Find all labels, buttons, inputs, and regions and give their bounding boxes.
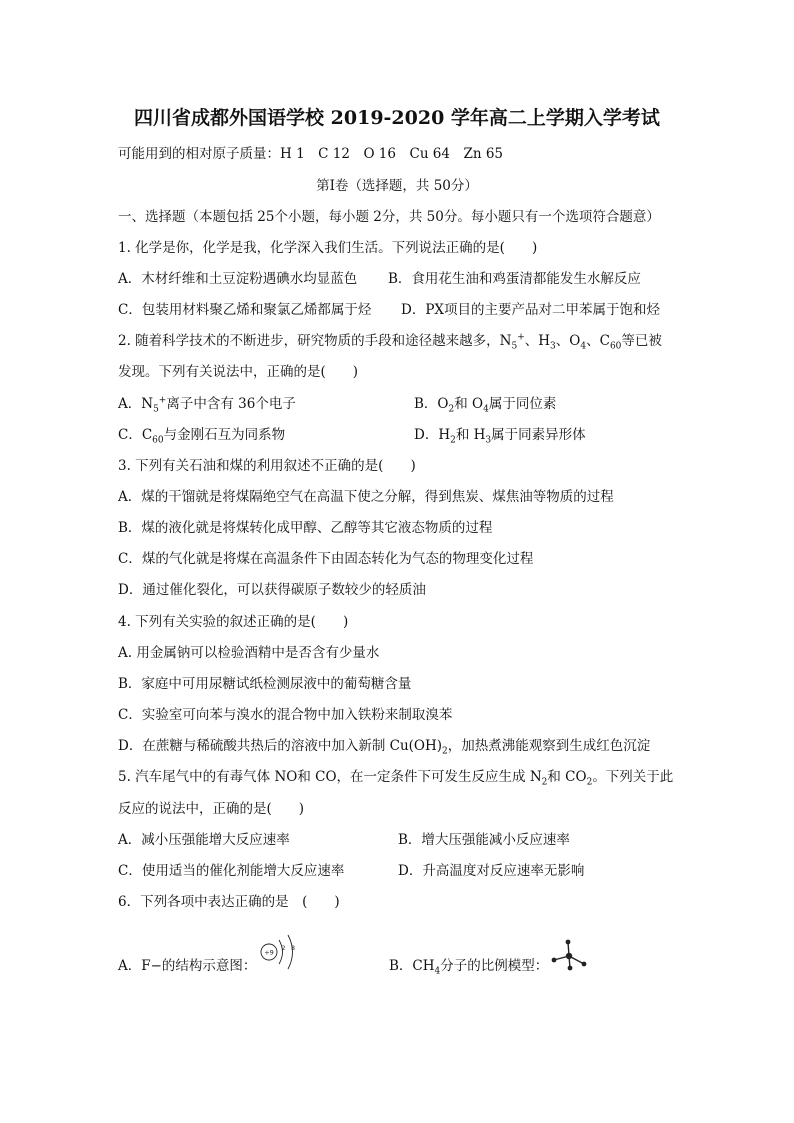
q2-d-text-3: 属于同素异形体 (491, 427, 586, 443)
q3-option-d: D．通过催化裂化，可以获得碳原子数较少的轻质油 (118, 582, 426, 598)
q2-c60-subscript: 60 (609, 341, 622, 352)
q6-b-subscript: 4 (434, 966, 441, 977)
q6-b-text-1: B．CH (389, 958, 435, 974)
q3-stem: 3. 下列有关石油和煤的利用叙述不正确的是( ) (118, 458, 416, 474)
q2-n5-superscript: + (517, 332, 525, 343)
q2-option-d (414, 425, 586, 445)
q2-stem-text-5: 等已被 (621, 333, 662, 349)
q4-stem: 4. 下列有关实验的叙述正确的是( ) (118, 614, 349, 630)
q2-c-text-1: C．C (118, 427, 153, 443)
atomic-mass-line: 可能用到的相对原子质量：H 1 C 12 O 16 Cu 64 Zn 65 (118, 146, 504, 162)
q2-b-subscript-1: 2 (448, 404, 455, 415)
q2-d-text-2: 和 H (455, 427, 486, 443)
q5-stem-line2: 反应的说法中，正确的是( ) (118, 801, 305, 817)
electron-shell-2-arc (288, 935, 293, 969)
q5-n2-subscript: 2 (541, 777, 548, 788)
q2-n5-subscript: 5 (511, 341, 518, 352)
q3-option-a: A．煤的干馏就是将煤隔绝空气在高温下使之分解，得到焦炭、煤焦油等物质的过程 (118, 489, 614, 505)
q5-option-b: B．增大压强能减小反应速率 (398, 832, 570, 848)
q5-stem-text-1: 5. 汽车尾气中的有毒气体 NO和 CO，在一定条件下可发生反应生成 N (118, 769, 542, 785)
q1-option-a: A．木材纤维和土豆淀粉遇碘水均显蓝色 (118, 271, 358, 287)
q1-option-c: C．包装用材料聚乙烯和聚氯乙烯都属于烃 (118, 302, 372, 318)
q2-c-subscript: 60 (152, 435, 164, 446)
q2-o4-subscript: 4 (580, 341, 587, 352)
q5-option-a: A．减小压强能增大反应速率 (118, 832, 290, 848)
nucleus-charge-label: +9 (264, 948, 274, 957)
q2-d-subscript-1: 2 (450, 435, 456, 446)
q2-d-subscript-2: 3 (485, 435, 492, 446)
q2-stem-line2: 发现。下列有关说法中，正确的是( ) (118, 364, 359, 380)
q4-option-c: C．实验室可向苯与溴水的混合物中加入铁粉来制取溴苯 (118, 707, 453, 723)
q2-a-text-1: A．N (118, 396, 154, 412)
methane-model-diagram (550, 938, 590, 972)
q5-option-c: C．使用适当的催化剂能增大反应速率 (118, 863, 345, 879)
q5-stem-text-3: 。下列关于此 (592, 769, 674, 785)
q6-option-b (389, 956, 548, 976)
section-intro: 一、选择题（本题包括 25个小题，每小题 2分，共 50分。每小题只有一个选项符合题意） (118, 209, 660, 225)
q2-b-text-3: 属于同位素 (488, 396, 557, 412)
q3-option-b: B．煤的液化就是将煤转化成甲醇、乙醇等其它液态物质的过程 (118, 520, 493, 536)
q2-b-text-1: B．O (414, 396, 449, 412)
q4-option-b: B．家庭中可用尿糖试纸检测尿液中的葡萄糖含量 (118, 676, 412, 692)
hydrogen-atom-1 (566, 940, 571, 945)
shell-2-electron-count: 8 (291, 945, 295, 952)
q2-a-superscript: + (158, 395, 167, 406)
q1-option-b: B．食用花生油和鸡蛋清都能发生水解反应 (388, 271, 641, 287)
q6-stem: 6．下列各项中表达正确的是 ( ) (118, 894, 340, 910)
q2-stem-text-4: 、C (586, 333, 610, 349)
page-title: 四川省成都外国语学校 2019-2020 学年高二上学期入学考试 (134, 107, 660, 129)
q2-a-subscript: 5 (153, 404, 159, 415)
q2-stem-text-1: 2. 随着科学技术的不断进步，研究物质的手段和途径越来越多，N (118, 333, 512, 349)
q2-option-a (118, 394, 296, 414)
q6-b-text-2: 分子的比例模型： (440, 958, 549, 974)
q4-d-text-2: ，加热煮沸能观察到生成红色沉淀 (447, 738, 651, 754)
q5-option-d: D．升高温度对反应速率无影响 (398, 863, 585, 879)
q2-a-text-2: 离子中含有 36个电子 (166, 396, 296, 412)
q6-option-a: A．F−的结构示意图： (118, 958, 257, 974)
hydrogen-atom-3 (582, 962, 587, 967)
shell-1-electron-count: 2 (281, 945, 286, 952)
q3-option-c: C．煤的气化就是将煤在高温条件下由固态转化为气态的物理变化过程 (118, 551, 534, 567)
electron-shell-1-arc (279, 940, 283, 964)
q1-stem: 1. 化学是你，化学是我，化学深入我们生活。下列说法正确的是( ) (118, 240, 538, 256)
q2-stem-text-2: 、H (524, 333, 551, 349)
q2-h3-subscript: 3 (550, 341, 556, 352)
q2-c-text-2: 与金刚石互为同系物 (163, 427, 286, 443)
q4-option-a: A. 用金属钠可以检验酒精中是否含有少量水 (118, 645, 380, 661)
q2-d-text-1: D．H (414, 427, 451, 443)
q5-stem (118, 767, 673, 787)
hydrogen-atom-4 (568, 966, 573, 971)
q2-option-c (118, 425, 285, 445)
q2-b-text-2: 和 O (454, 396, 484, 412)
q2-option-b (414, 394, 556, 414)
q2-stem-text-3: 、O (555, 333, 581, 349)
q2-b-subscript-2: 4 (483, 404, 489, 415)
carbon-atom (566, 953, 572, 959)
q2-stem (118, 331, 662, 351)
fluoride-ion-structure-diagram (258, 931, 302, 973)
hydrogen-atom-2 (552, 958, 557, 963)
q4-option-d (118, 736, 650, 756)
q4-d-subscript: 2 (442, 746, 448, 757)
q5-stem-text-2: 和 CO (547, 769, 587, 785)
q5-co2-subscript: 2 (586, 777, 593, 788)
q4-d-text-1: D．在蔗糖与稀硫酸共热后的溶液中加入新制 Cu(OH) (118, 738, 443, 754)
part-title: 第Ⅰ卷（选择题，共 50分） (316, 178, 478, 194)
q1-option-d: D．PX项目的主要产品对二甲苯属于饱和烃 (401, 302, 661, 318)
